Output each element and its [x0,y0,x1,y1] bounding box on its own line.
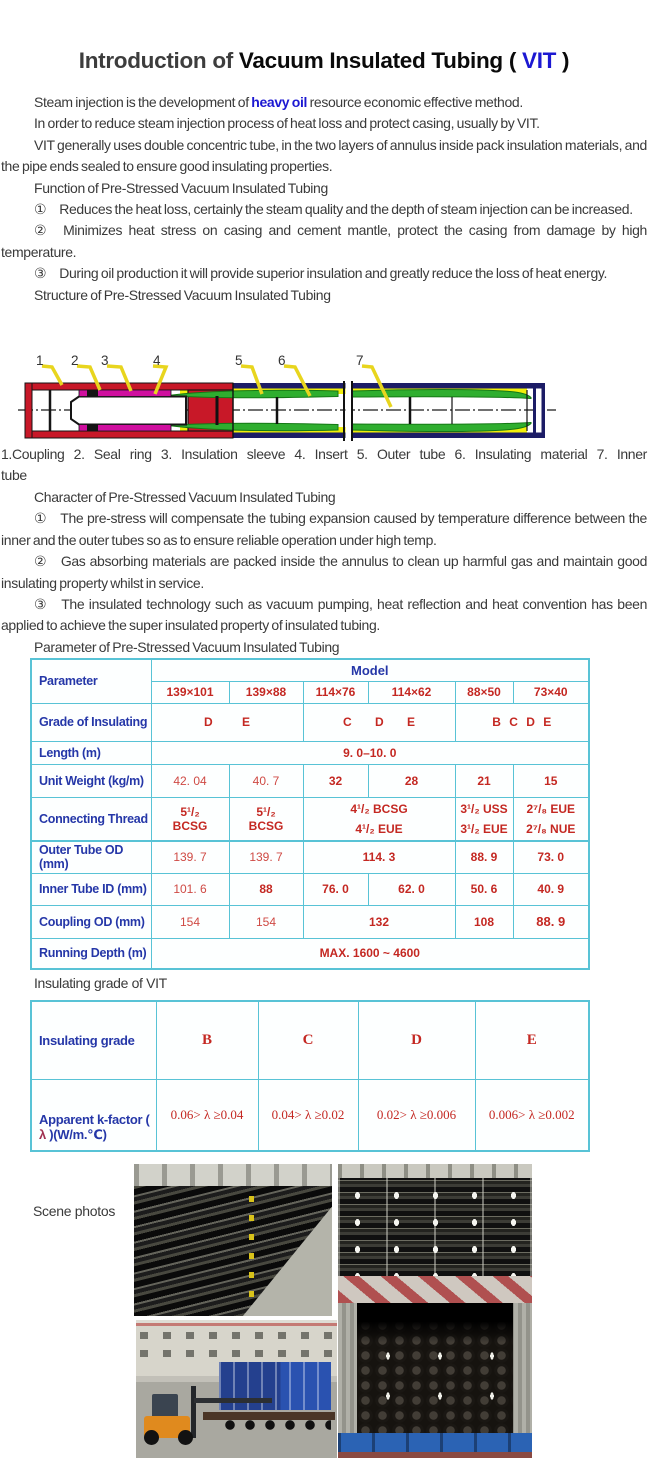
diagram-caption: 1.Coupling 2. Seal ring 3. Insulation sleeve 4. Insert 5. Outer tube 6. Insulating material 7. Inner tube [1,446,647,484]
bullet-2: ② [34,222,51,239]
grade-row: Grade of Insulating D E C D E B C D E [31,703,589,741]
paragraph-reduce-heat-loss: In order to reduce steam injection process of heat loss and protect casing, usually by VIT. [34,115,540,132]
forklift-wheel [178,1430,193,1445]
character-block [1,487,647,658]
corner-cell: Parameter [31,659,151,703]
inner-tube-bottom-right [352,423,531,432]
bullet-2: ② [34,553,48,570]
photo-container-interior [338,1276,532,1458]
seal-ring-bottom [87,424,98,432]
building-windows [140,1332,333,1339]
intro-block [1,92,647,306]
function-item-1: ① Reduces the heat loss, certainly the steam quality and the depth of steam injection can be increased. [34,201,633,218]
inner-tube-top-right [352,390,531,399]
title-suffix: ) [556,48,570,74]
heavy-oil-highlight: heavy oil [251,94,308,110]
diagram-label-1: 1 [36,353,44,368]
container-sill [338,1452,532,1458]
structure-heading: Structure of Pre-Stressed Vacuum Insulated Tubing [34,286,331,303]
outer-od-row: Outer Tube OD (mm) 139. 7 139. 7 114. 3 88. 9 73. 0 [31,841,589,873]
forklift-mast [191,1386,196,1438]
diagram-label-4: 4 [153,353,161,368]
lifted-pipes [194,1398,272,1403]
coupling-od-row: Coupling OD (mm) 154 154 132 108 88. 9 [31,905,589,938]
photo-collage [134,1164,532,1458]
bullet-3: ③ [34,596,49,613]
k-factor-label: Apparent k-factor ( λ )(W/m.℃) [31,1079,156,1151]
connecting-thread-row: Connecting Thread 5¹/₂ BCSG 5¹/₂ BCSG 4¹/₂ BCSG 4¹/₂ EUE 3¹/₂ USS 3¹/₂ EUE 2⁷/₈ EUE 2⁷/₈ NUE [31,797,589,841]
inner-id-row: Inner Tube ID (mm) 101. 6 88 76. 0 62. 0 50. 6 40. 9 [31,873,589,905]
model-row: 139×101 139×88 114×76 114×62 88×50 73×40 [31,681,589,703]
model-header: Model [151,659,589,681]
function-item-3: ③ During oil production it will provide superior insulation and greatly reduce the loss of heat energy. [34,265,608,282]
diagram-label-7: 7 [356,353,364,368]
bullet-3: ③ [34,265,47,282]
insert-body [71,397,186,425]
title-vit: VIT [521,48,557,74]
lambda-symbol: λ [39,1127,46,1142]
function-item-2: ② Minimizes heat stress on casing and cement mantle, protect the casing from damage by high temperature. [1,222,647,260]
k-factor-row: Apparent k-factor ( λ )(W/m.℃) 0.06> λ ≥0.04 0.04> λ ≥0.02 0.02> λ ≥0.006 0.006> λ ≥0.002 [31,1079,589,1151]
callout-line-1 [42,366,62,385]
title-main: Vacuum Insulated Tubing ( [238,48,522,74]
paragraph-steam-injection: Steam injection is the development of heavy oil resource economic effective method. [34,94,523,110]
diagram-label-5: 5 [235,353,243,368]
diagram-label-2: 2 [71,353,79,368]
character-item-2: ② Gas absorbing materials are packed inside the annulus to clean up harmful gas and maintain good insulating property whilst in service. [1,553,648,591]
character-heading: Character of Pre-Stressed Vacuum Insulated Tubing [34,489,336,505]
unit-weight-row: Unit Weight (kg/m) 42. 04 40. 7 32 28 21 15 [31,764,589,797]
white-straps [362,1336,508,1428]
grade-letters-row: Insulating grade B C D E [31,1001,589,1079]
title-prefix: Introduction of [78,48,239,74]
photo-pipe-bundles [338,1164,532,1276]
paragraph-double-concentric: VIT generally uses double concentric tube, in the two layers of annulus inside pack insulation materials, and the pipe ends sealed to ensure good insulating properties. [1,136,647,175]
parameter-heading: Parameter of Pre-Stressed Vacuum Insulated Tubing [34,638,340,655]
coupling-bottom [25,431,233,438]
running-depth-row: Running Depth (m) MAX. 1600 ~ 4600 [31,938,589,969]
bullet-1: ① [34,510,48,527]
trailer-wheels [221,1419,331,1432]
scene-photos-label: Scene photos [33,1203,116,1219]
blue-container-beam [338,1433,532,1452]
diagram-label-6: 6 [278,353,286,368]
parameter-table [30,658,590,970]
grade-heading: Insulating grade of VIT [34,975,167,991]
white-tags [338,1182,532,1276]
length-row: Length (m) 9. 0–10. 0 [31,741,589,764]
photo-container-loading [136,1320,337,1458]
seal-ring-top [87,390,98,398]
yellow-clamps [249,1184,254,1316]
character-item-3: ③ The insulated technology such as vacuum pumping, heat reflection and heat convention has been applied to achieve the super insulated property of insulated tubing. [1,596,648,634]
diagram-label-3: 3 [101,353,109,368]
photo-pipe-rack-warehouse [134,1164,332,1316]
building-windows [140,1350,333,1357]
forklift-wheel [144,1430,159,1445]
character-item-1: ① The pre-stress will compensate the tubing expansion caused by temperature difference between the inner and the outer tubes so as to ensure reliable operation under high temp. [1,510,647,548]
page-title [0,48,648,74]
striped-container-top [338,1276,532,1303]
insulating-grade-table [30,1000,590,1152]
function-heading: Function of Pre-Stressed Vacuum Insulated Tubing [34,179,328,196]
tubing-structure-diagram [0,350,648,450]
bullet-1: ① [34,201,47,218]
